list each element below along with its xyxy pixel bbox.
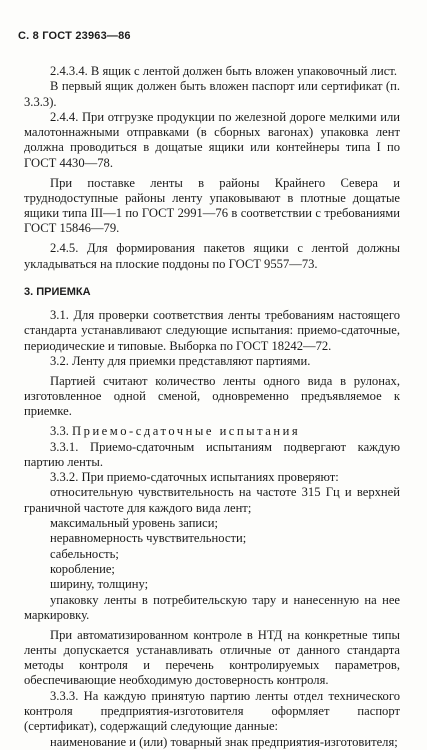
- list-item: сабельность;: [50, 546, 119, 561]
- subsection-number: 3.3.: [50, 424, 69, 439]
- paragraph-3-3: [24, 424, 400, 439]
- paragraph-3-3-2: 3.3.2. При приемо-сдаточных испытаниях проверяют:: [50, 470, 339, 485]
- list-item: ширину, толщину;: [50, 577, 149, 592]
- subsection-title: Приемо-сдаточные испытания: [72, 424, 301, 439]
- paragraph-3-3-3: 3.3.3. На каждую принятую партию ленты отдел технического контроля предприятия-изготовителя оформляет паспорт (сертификат), содержащий следующие данные:: [24, 688, 400, 734]
- paragraph-2-4-4: 2.4.4. При отгрузке продукции по железной дороге мелкими или малотоннажными отправками (в сборных вагонах) упаковка лент должна проводиться в дощатые ящики или контейнеры типа I по ГОСТ 4430—78.: [24, 109, 400, 170]
- paragraph-3-3-1: 3.3.1. Приемо-сдаточным испытаниям подвергают каждую партию ленты.: [24, 439, 400, 469]
- list-item: упаковку ленты в потребительскую тару и нанесенную на нее маркировку.: [24, 592, 400, 622]
- list-item: неравномерность чувствительности;: [50, 531, 247, 546]
- page-body: [24, 64, 400, 750]
- paragraph-first-box: В первый ящик должен быть вложен паспорт или сертификат (п. 3.3.3).: [24, 79, 400, 109]
- page-header: С. 8 ГОСТ 23963—86: [18, 30, 131, 42]
- paragraph-far-north: При поставке ленты в районы Крайнего Севера и труднодоступные районы ленту упаковывают в плотные дощатые ящики типа III—1 по ГОСТ 2991—76 в соответствии с требованиями ГОСТ 15846—79.: [24, 175, 400, 236]
- paragraph-3-1: 3.1. Для проверки соответствия ленты требованиям настоящего стандарта устанавливают следующие испытания: приемо-сдаточные, периодические и типовые. Выборка по ГОСТ 18242—72.: [24, 308, 400, 353]
- list-item: максимальный уровень записи;: [50, 516, 218, 531]
- paragraph-batch: Партией считают количество ленты одного вида в рулонах, изготовленное одной сменой, одновременно предъявляемое к приемке.: [24, 373, 400, 419]
- list-item: относительную чувствительность на частоте 315 Гц и верхней граничной частоте для каждого вида лент;: [24, 485, 400, 515]
- list-item: наименование и (или) товарный знак предприятия-изготовителя;: [50, 734, 398, 749]
- paragraph-3-2: 3.2. Ленту для приемки представляют партиями.: [50, 354, 311, 369]
- list-item: коробление;: [50, 561, 115, 576]
- paragraph-ntd: При автоматизированном контроле в НТД на конкретные типы ленты допускается устанавливать отличные от данного стандарта методы контроля и перечень контролируемых параметров, обеспечивающие необходимую достоверность контроля.: [24, 627, 400, 688]
- section-3-title: 3. ПРИЕМКА: [24, 285, 91, 298]
- paragraph-2-4-5: 2.4.5. Для формирования пакетов ящики с лентой должны укладываться на плоские поддоны по ГОСТ 9557—73.: [24, 241, 400, 271]
- paragraph-2-4-3-4: 2.4.3.4. В ящик с лентой должен быть вложен упаковочный лист.: [50, 64, 397, 78]
